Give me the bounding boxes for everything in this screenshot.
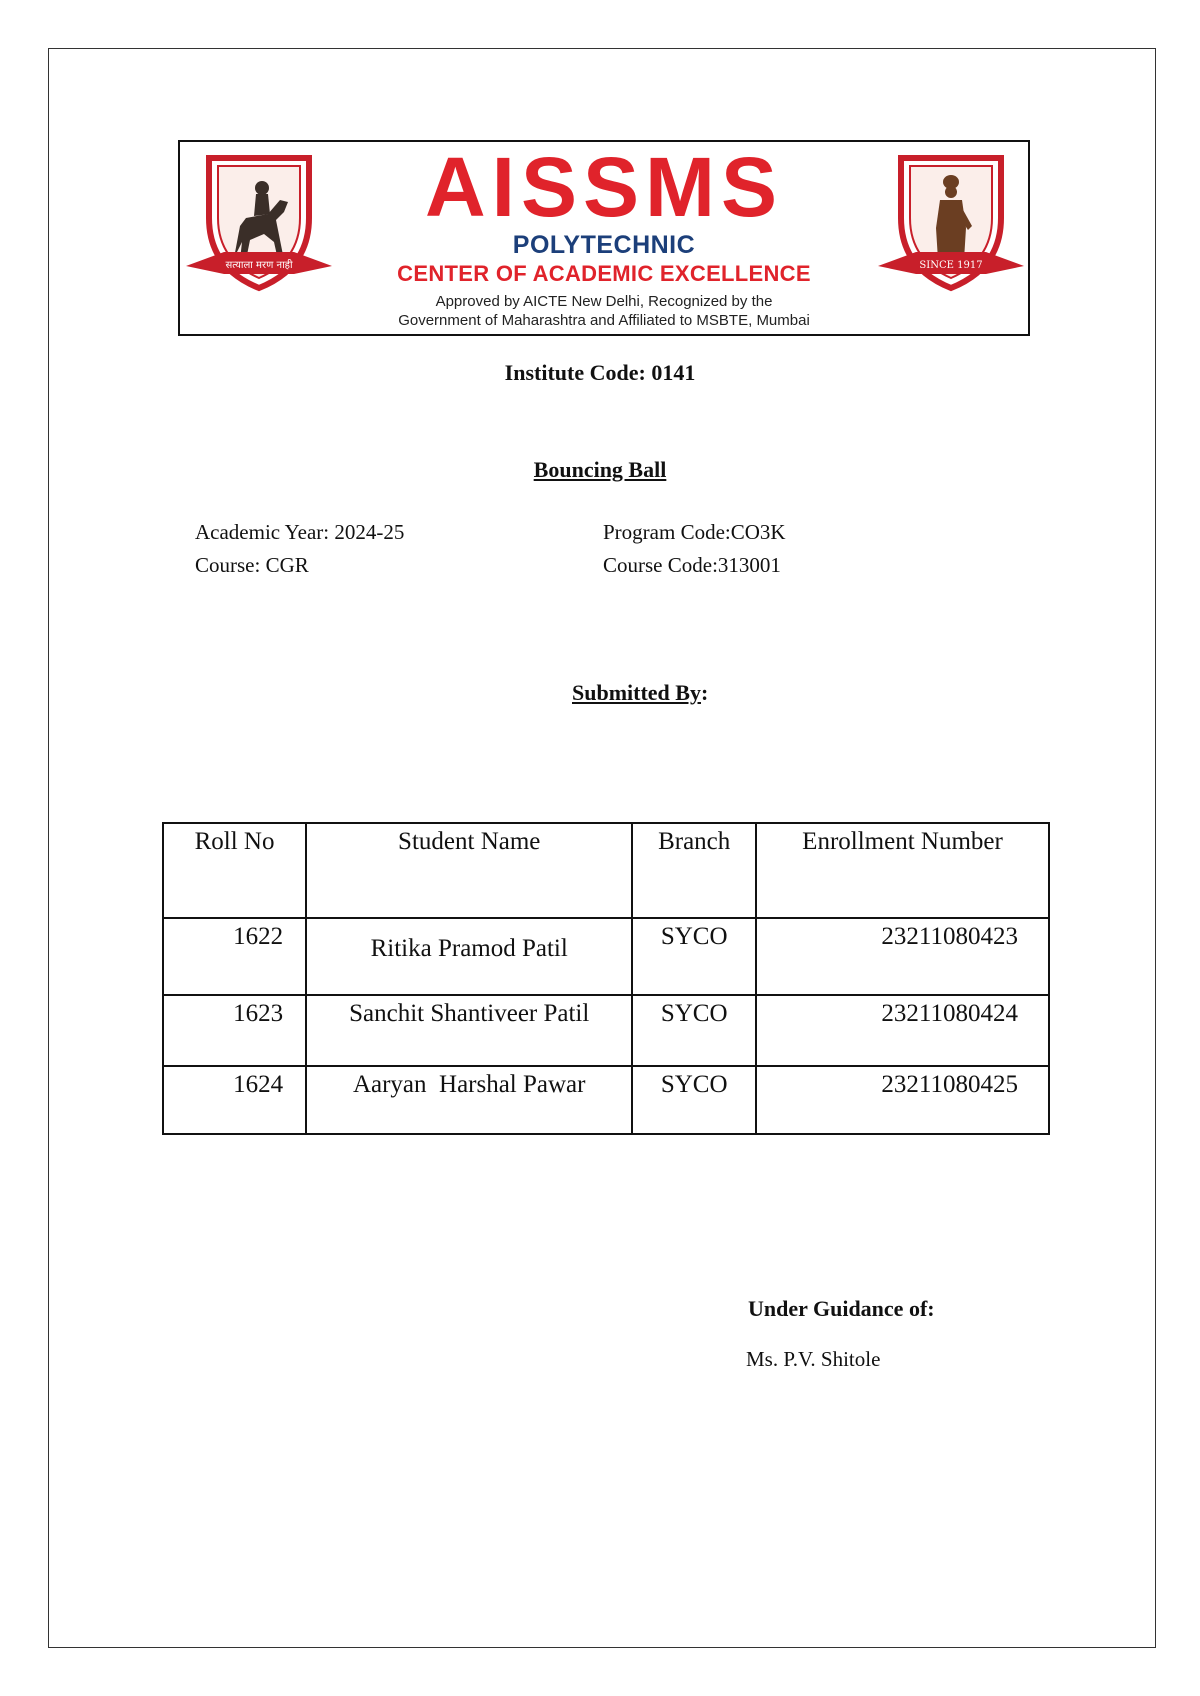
institute-subtitle: POLYTECHNIC <box>512 231 696 259</box>
guidance-label: Under Guidance of: <box>748 1296 935 1321</box>
student-table <box>162 822 1050 1135</box>
left-crest-ribbon-text: सत्याला मरण नाही <box>225 260 293 271</box>
submitted-by-heading <box>572 680 708 706</box>
academic-year: Academic Year: 2024-25 <box>195 520 405 544</box>
project-title: Bouncing Ball <box>533 457 667 482</box>
submitted-by-label: Submitted By <box>572 680 701 705</box>
table-header-row <box>163 823 1049 918</box>
details-left-column <box>195 516 404 582</box>
right-crest-ribbon-text: SINCE 1917 <box>919 260 983 271</box>
submitted-by-colon: : <box>700 680 709 705</box>
header-roll-no: Roll No <box>163 823 306 918</box>
enrollment-number-cell: 23211080425 <box>756 1066 1049 1134</box>
enrollment-number-cell: 23211080424 <box>756 995 1049 1066</box>
roll-no-cell: 1622 <box>163 918 306 995</box>
enrollment-number-cell: 23211080423 <box>756 918 1049 995</box>
student-name-cell: Sanchit Shantiveer Patil <box>306 995 632 1066</box>
student-name-cell: Aaryan Harshal Pawar <box>306 1066 632 1134</box>
roll-no-cell: 1624 <box>163 1066 306 1134</box>
branch-cell: SYCO <box>632 995 756 1066</box>
institute-banner <box>178 140 1030 336</box>
course-code: Course Code:313001 <box>603 553 781 577</box>
founder-statue-crest-logo <box>876 148 1026 298</box>
header-student-name: Student Name <box>306 823 632 918</box>
student-name-cell: Ritika Pramod Patil <box>306 918 632 995</box>
course: Course: CGR <box>195 553 309 577</box>
branch-cell: SYCO <box>632 1066 756 1134</box>
header-enrollment-number: Enrollment Number <box>756 823 1049 918</box>
roll-no-cell: 1623 <box>163 995 306 1066</box>
guide-name: Ms. P.V. Shitole <box>746 1347 881 1371</box>
table-row <box>163 918 1049 995</box>
table-row <box>163 1066 1049 1134</box>
header-branch: Branch <box>632 823 756 918</box>
institute-name: AISSMS <box>424 140 784 234</box>
institute-code: Institute Code: 0141 <box>504 360 696 385</box>
institute-tagline: CENTER OF ACADEMIC EXCELLENCE <box>397 261 811 286</box>
table-row <box>163 995 1049 1066</box>
program-code: Program Code:CO3K <box>603 520 786 544</box>
approval-line-1: Approved by AICTE New Delhi, Recognized by the <box>435 293 773 310</box>
details-right-column <box>603 516 786 582</box>
branch-cell: SYCO <box>632 918 756 995</box>
approval-line-2: Government of Maharashtra and Affiliated to MSBTE, Mumbai <box>398 312 810 329</box>
